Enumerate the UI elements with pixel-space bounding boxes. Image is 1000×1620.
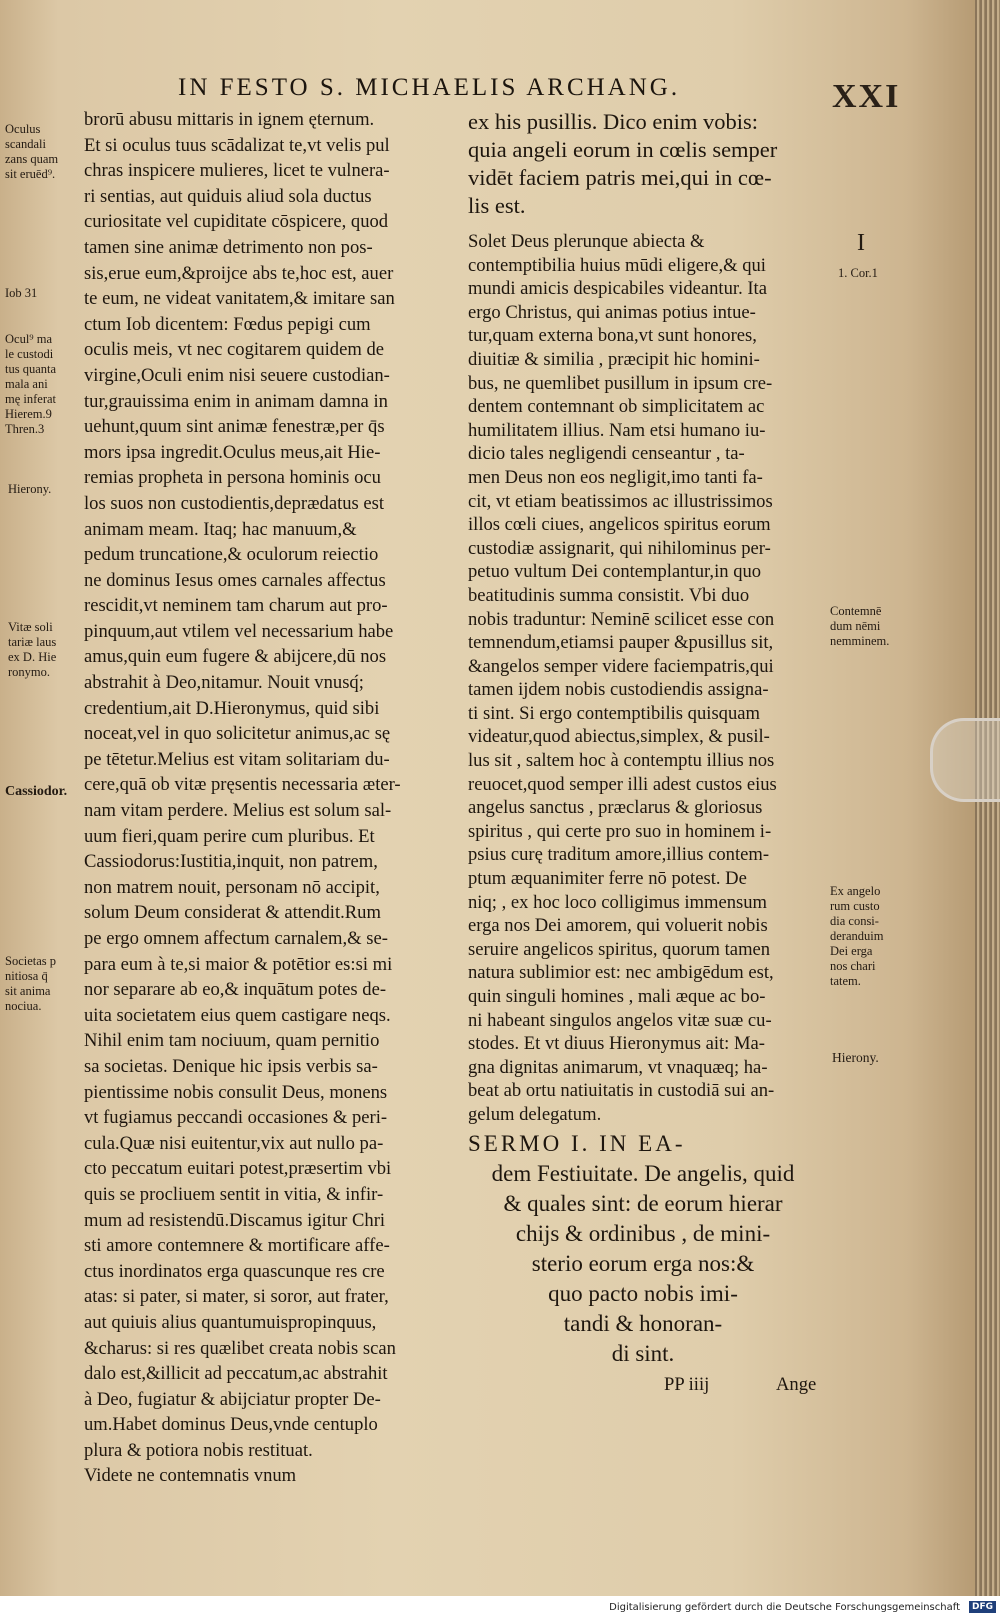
text-line: tur,grauissima enim in animam damna in [84,390,388,412]
text-line: tur,quam externa bona,vt sunt honores, [468,325,757,347]
text-line: quin singuli homines , mali æque ac bo- [468,986,766,1007]
text-line: vidēt faciem patris mei,qui in cœ- [468,165,772,190]
text-line: nor separare ab eo,& inquātum potes de- [84,979,387,1001]
text-line: pientissime nobis consulit Deus, monens [84,1081,388,1103]
text-line: angelus sanctus , præclarus & gloriosus [468,797,763,819]
text-line: sa societas. Denique hic ipsis verbis sa- [84,1055,378,1077]
text-line: tamen sine animæ detrimento non pos- [84,236,373,258]
text-line: los suos non custodientis,deprædatus est [84,492,385,514]
text-line: bus, ne quemlibet pusillum in ipsum cre- [468,372,773,394]
text-line: uita societatem eius quem castigare neqs. [84,1004,391,1026]
sermon-subtitle-line: chijs & ordinibus , de mini- [515,1220,771,1246]
text-line: &angelos semper videre faciempatris,qui [468,655,774,677]
text-line: Cassiodorus:Iustitia,inquit, non patrem, [84,851,378,873]
sermon-subtitle-line: quo pacto nobis imi- [548,1280,738,1306]
text-line: illos cœli ciues, angelicos spiritus eorum [468,514,771,536]
text-line: contemptibilia huius mūdi eligere,& qui [468,254,766,276]
text-line: niq; , ex hoc loco colligimus immensum [468,891,768,913]
text-line: erga nos Dei amorem, qui voluerit nobis [468,915,768,937]
sermon-subtitle-line: tandi & honoran- [563,1310,723,1336]
text-line: dalo est,&illicit ad peccatum,ac abstrahit [84,1363,388,1385]
text-line: quia angeli eorum in cœlis semper [468,137,778,162]
text-line: beatitudinis summa consistit. Vbi duo [468,584,750,606]
text-line: plura & potiora nobis restituat. [84,1439,313,1461]
text-line: natura sublimior est: nec ambigēdum est, [468,962,774,984]
dfg-logo: DFG [969,1601,996,1613]
text-line: pedum truncatione,& oculorum reiectio [84,544,379,566]
left-text-column [84,107,444,1489]
footer-bar [0,1596,1000,1620]
sermon-subtitle-line: dem Festiuitate. De angelis, quid [491,1160,795,1186]
text-line: beat ab ortu natiuitatis in custodiā sui an- [468,1080,775,1102]
text-line: abstrahit à Deo,nitamur. Nouit vnusq́; [84,672,364,694]
text-line: atas: si pater, si mater, si soror, aut frater, [84,1286,389,1308]
text-line: ri sentias, aut quiduis aliud sola ductus [84,185,372,207]
text-line: pe tētetur.Melius est vitam solitariam du- [84,748,390,770]
text-line: lus sit , saltem hoc à contemptu illius nos [468,750,775,772]
marginal-note: Ocul⁹ ma le custodi tus quanta mala ani mę inferat Hierem.9 Thren.3 [5,332,57,436]
text-line: ex his pusillis. Dico enim vobis: [468,109,758,134]
text-line: spiritus , qui certe pro suo in hominem i- [468,820,772,842]
text-line: cto peccatum euitari potest,præsertim vbi [84,1158,392,1180]
marginal-note: Vitæ soli tariæ laus ex D. Hie ronymo. [8,620,57,679]
marginal-note: 1. Cor.1 [838,266,878,280]
text-line: mum ad resistendū.Discamus igitur Chri [84,1209,386,1231]
text-line: stodes. Et vt diuus Hieronymus ait: Ma- [468,1033,765,1055]
footer-credit: Digitalisierung gefördert durch die Deutsche Forschungsgemeinschaft [609,1602,960,1613]
text-line: temnendum,etiamsi pauper &pusillus sit, [468,632,774,654]
text-line: uehunt,quum sint animæ fenestræ,per q̄s [84,416,385,438]
text-line: pinquum,aut vtilem vel necessarium habe [84,620,394,642]
text-line: dicio tales negligendi censeantur , ta- [468,443,745,465]
text-line: &charus: si res quælibet creata nobis scan [84,1337,396,1359]
text-line: nobis traduntur: Neminē scilicet esse con [468,608,775,630]
marginal-note: Contemnē dum nēmi nemminem. [830,604,890,648]
text-line: animam meam. Itaq; hac manuum,& [84,518,357,540]
marginal-note: Hierony. [8,482,52,496]
text-line: brorū abusu mittaris in ignem ęternum. [84,109,375,130]
text-line: ctus inordinatos erga quascunque res cre [84,1260,385,1282]
text-line: videatur,quod abiectus,simplex, & pusil- [468,726,770,748]
text-line: Et si oculus tuus scādalizat te,vt velis pul [84,134,390,156]
text-line: non matrem nouit, personam nō accipit, [84,876,380,898]
text-line: dentem contemnant ob simplicitatem ac [468,396,765,418]
text-line: gna dignitas animarum, vt vnaquæq; ha- [468,1056,768,1078]
text-line: mors ipsa ingredit.Oculus meus,ait Hie- [84,441,381,463]
text-line: lis est. [468,193,526,218]
text-line: para eum à te,si maior & potētior es:si mi [84,953,393,975]
text-line: remias propheta in persona hominis ocu [84,467,381,489]
text-line: cula.Quæ nisi euitentur,vix aut nullo pa- [84,1132,384,1154]
text-line: petuo vultum Dei contemplantur,in quo [468,561,762,583]
running-head: IN FESTO S. MICHAELIS ARCHANG. [178,74,681,101]
text-line: um.Habet dominus Deus,vnde centuplo [84,1414,378,1436]
text-line: solum Deum considerat & attendit.Rum [84,902,381,924]
text-line: amus,quin eum fugere & abijcere,dū nos [84,646,387,668]
text-line: Solet Deus plerunque abiecta & [468,231,705,252]
text-line: Nihil enim tam nociuum, quam pernitio [84,1030,380,1052]
sermon-title: SERMO I. IN EA- [468,1130,686,1156]
catchword: Ange [775,1373,817,1395]
text-line: sti amore contemnere & mortificare affe- [84,1235,390,1257]
text-line: psius curę traditum amore,illius contem- [468,844,770,866]
text-line: ti sint. Si ergo contemptibilis quisquam [468,702,760,724]
signature-mark: PP iiij [664,1373,710,1395]
text-line: pe ergo omnem affectum carnalem,& se- [84,928,388,949]
marginal-note: Oculus scandali zans quam sit eruēd⁹. [5,122,59,181]
text-line: sis,erue eum,&proijce abs te,hoc est, auer [84,262,394,284]
marginal-note: Iob 31 [5,286,38,300]
sermon-subtitle-line: di sint. [611,1340,675,1366]
text-line: chras inspicere mulieres, licet te vulnera- [84,160,390,182]
text-line: ptum æquanimiter ferre nō potest. De [468,868,747,890]
text-line: credentium,ait D.Hieronymus, quid sibi [84,697,380,719]
text-line: mundi amicis despicabiles videantur. Ita [468,278,767,300]
text-line: cit, vt etiam beatissimos ac illustrissimos [468,490,773,512]
text-line: vt fugiamus peccandi occasiones & peri- [84,1107,388,1129]
section-number: I [857,230,865,256]
sermon-heading [468,1129,828,1369]
commentary-text [468,230,828,1127]
text-line: curiositate vel cupiditate cōspicere, quod [84,211,389,233]
text-line: quis se procliuem sentit in vitia, & infir- [84,1183,384,1205]
text-line: virgine,Oculi enim nisi seuere custodian- [84,364,390,386]
text-line: à Deo, fugiatur & abijciatur propter De- [84,1388,381,1410]
marginal-note: Societas p nitiosa q̄ sit anima nociua. [5,954,57,1013]
text-line: ergo Christus, qui animas potius intue- [468,301,756,323]
text-line: aut quiuis alius quantumuispropinquus, [84,1311,377,1333]
text-line: men Deus non eos negligit,imo tanti fa- [468,466,763,488]
text-line: reuocet,quod semper illi adest custos eius [468,773,777,795]
text-line: rescidit,vt neminem tam charum aut pro- [84,595,388,617]
book-clasp [930,718,1000,802]
text-line: uum fieri,quam perire cum pluribus. Et [84,825,375,847]
marginal-note: Ex angelo rum custo dia consi- deranduim Dei erga nos chari tatem. [830,884,884,988]
text-line: te eum, ne videat vanitatem,& imitare san [84,288,395,310]
text-line: gelum delegatum. [468,1103,602,1125]
text-line: diuitiæ & similia , præcipit hic homini- [468,348,760,370]
text-line: nam vitam perdere. Melius est solum sal- [84,800,392,822]
text-line: oculis meis, vt nec cogitarem quidem de [84,339,384,361]
gospel-quote [468,108,828,220]
sermon-subtitle-line: sterio eorum erga nos:& [531,1250,755,1276]
text-line: seruire angelicos spiritus, quorum tamen [468,938,771,960]
right-text-column [468,108,828,1396]
text-line: ctum Iob dicentem: Fœdus pepigi cum [84,313,371,335]
text-line: humilitatem illius. Nam etsi humano iu- [468,419,766,441]
sermon-subtitle-line: & quales sint: de eorum hierar [503,1190,783,1216]
marginal-note: Hierony. [832,1050,879,1065]
text-line: Videte ne contemnatis vnum [84,1465,297,1487]
text-line: ne dominus Iesus omes carnales affectus [84,569,386,591]
text-line: custodiæ assignarit, qui nihilominus per- [468,537,771,559]
text-line: cere,quā ob vitæ pręsentis necessaria æter- [84,774,401,796]
text-line: tamen ijdem nobis custodiendis assigna- [468,679,769,701]
text-line: ni habeant singulos angelos vitæ suæ cu- [468,1009,772,1031]
text-line: noceat,vel in quo solicitetur animus,ac sę [84,723,391,745]
marginal-note: Cassiodor. [5,784,68,799]
folio-number: XXI [832,78,901,115]
